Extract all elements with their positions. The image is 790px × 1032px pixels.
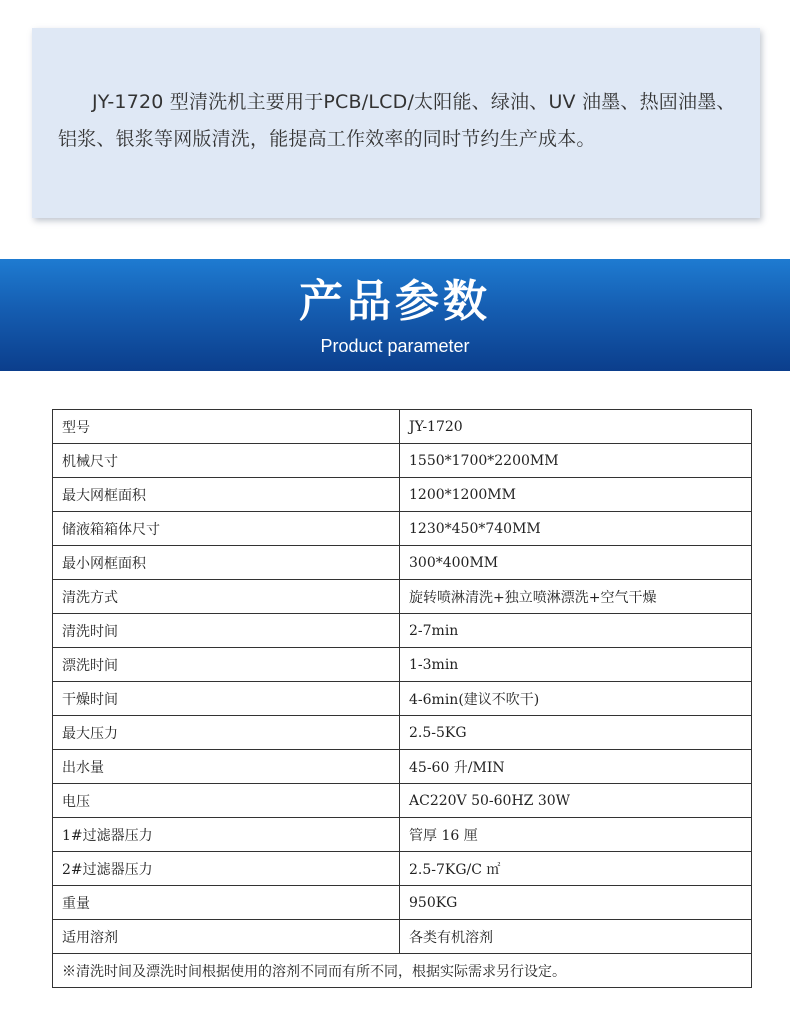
- param-label: 储液箱箱体尺寸: [53, 512, 400, 546]
- param-value: 2.5-5KG: [400, 716, 752, 750]
- table-row: [53, 784, 752, 818]
- param-label: 型号: [53, 410, 400, 444]
- table-row: [53, 580, 752, 614]
- param-label: 1#过滤器压力: [53, 818, 400, 852]
- intro-panel: [32, 28, 760, 218]
- table-row: [53, 818, 752, 852]
- param-value: 1-3min: [400, 648, 752, 682]
- table-row: [53, 716, 752, 750]
- table-row: [53, 648, 752, 682]
- param-label: 重量: [53, 886, 400, 920]
- param-label: 最小网框面积: [53, 546, 400, 580]
- param-label: 干燥时间: [53, 682, 400, 716]
- param-label: 2#过滤器压力: [53, 852, 400, 886]
- param-label: 清洗方式: [53, 580, 400, 614]
- param-value: AC220V 50-60HZ 30W: [400, 784, 752, 818]
- param-value: 45-60 升/MIN: [400, 750, 752, 784]
- param-value: 旋转喷淋清洗+独立喷淋漂洗+空气干燥: [400, 580, 752, 614]
- param-value: 管厚 16 厘: [400, 818, 752, 852]
- table-row: [53, 546, 752, 580]
- param-value: 2.5-7KG/C ㎡: [400, 852, 752, 886]
- table-row: [53, 512, 752, 546]
- param-label: 最大网框面积: [53, 478, 400, 512]
- param-label: 出水量: [53, 750, 400, 784]
- param-label: 清洗时间: [53, 614, 400, 648]
- param-value: 1230*450*740MM: [400, 512, 752, 546]
- param-value: 300*400MM: [400, 546, 752, 580]
- table-note-row: [53, 954, 752, 988]
- param-label: 漂洗时间: [53, 648, 400, 682]
- section-subtitle: Product parameter: [320, 336, 470, 356]
- table-row: [53, 614, 752, 648]
- param-value: 4-6min(建议不吹干): [400, 682, 752, 716]
- param-value: 2-7min: [400, 614, 752, 648]
- param-label: 最大压力: [53, 716, 400, 750]
- table-row: [53, 410, 752, 444]
- param-label: 电压: [53, 784, 400, 818]
- param-value: 各类有机溶剂: [400, 920, 752, 954]
- param-value: 1200*1200MM: [400, 478, 752, 512]
- table-row: [53, 852, 752, 886]
- table-row: [53, 920, 752, 954]
- table-row: [53, 682, 752, 716]
- table-row: [53, 750, 752, 784]
- section-title: 产品参数: [299, 276, 491, 327]
- parameter-table: [52, 409, 752, 988]
- table-row: [53, 886, 752, 920]
- param-value: JY-1720: [400, 410, 752, 444]
- section-banner: [0, 259, 790, 371]
- param-label: 适用溶剂: [53, 920, 400, 954]
- param-value: 1550*1700*2200MM: [400, 444, 752, 478]
- table-row: [53, 478, 752, 512]
- table-row: [53, 444, 752, 478]
- param-value: 950KG: [400, 886, 752, 920]
- param-label: 机械尺寸: [53, 444, 400, 478]
- table-note: ※清洗时间及漂洗时间根据使用的溶剂不同而有所不同，根据实际需求另行设定。: [53, 954, 752, 988]
- intro-description: JY-1720 型清洗机主要用于PCB/LCD/太阳能、绿油、UV 油墨、热固油墨、铝浆、银浆等网版清洗，能提高工作效率的同时节约生产成本。: [58, 91, 736, 150]
